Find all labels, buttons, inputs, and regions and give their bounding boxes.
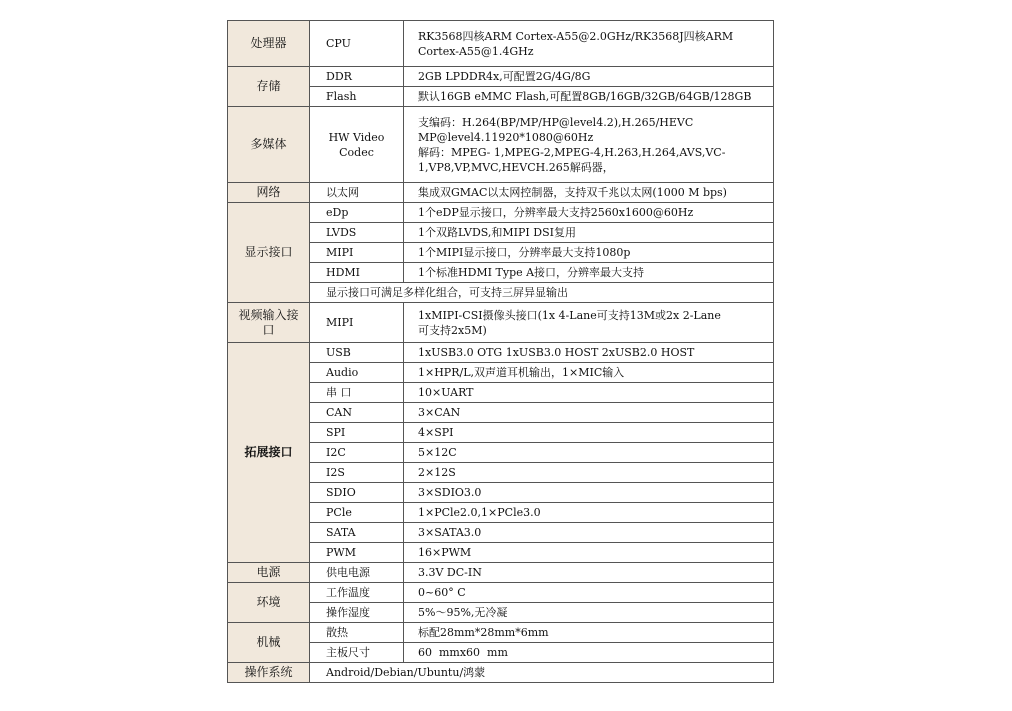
sub-humidity: 操作湿度: [310, 603, 404, 623]
row-i2s: [228, 463, 774, 483]
val-media-line2: MP@level4.11920*1080@60Hz: [418, 130, 594, 144]
display-note: 显示接口可满足多样化组合，可支持三屏异显输出: [310, 283, 774, 303]
val-mipi-csi-line1: 1xMIPI-CSI摄像头接口(1x 4-Lane可支持13M或2x 2-Lane: [418, 308, 721, 322]
row-media: [228, 107, 774, 183]
sub-ethernet: 以太网: [310, 183, 404, 203]
val-can: 3×CAN: [404, 403, 774, 423]
cat-power: 电源: [228, 563, 310, 583]
row-edp: [228, 203, 774, 223]
cat-display: 显示接口: [228, 203, 310, 303]
val-audio: 1×HPR/L,双声道耳机输出，1×MIC输入: [404, 363, 774, 383]
row-lvds: [228, 223, 774, 243]
val-ddr: 2GB LPDDR4x,可配置2G/4G/8G: [404, 67, 774, 87]
cat-video-input-line1: 视频输入接: [238, 307, 299, 322]
row-uart: [228, 383, 774, 403]
val-mipi-csi: [404, 303, 774, 343]
val-media: [404, 107, 774, 183]
sub-cpu: CPU: [310, 21, 404, 67]
sub-media: [310, 107, 404, 183]
val-spi: 4×SPI: [404, 423, 774, 443]
sub-usb: USB: [310, 343, 404, 363]
sub-i2s: I2S: [310, 463, 404, 483]
row-pwm: [228, 543, 774, 563]
val-mipi-csi-line2: 可支持2x5M): [418, 323, 487, 337]
row-mipi-display: [228, 243, 774, 263]
val-pcie: 1×PCle2.0,1×PCle3.0: [404, 503, 774, 523]
row-audio: [228, 363, 774, 383]
row-cpu: [228, 21, 774, 67]
row-os: [228, 663, 774, 683]
val-sdio: 3×SDIO3.0: [404, 483, 774, 503]
sub-board-size: 主板尺寸: [310, 643, 404, 663]
sub-lvds: LVDS: [310, 223, 404, 243]
val-power: 3.3V DC-IN: [404, 563, 774, 583]
val-cpu-line2: Cortex-A55@1.4GHz: [418, 44, 534, 58]
row-spi: [228, 423, 774, 443]
cat-expansion: 拓展接口: [228, 343, 310, 563]
sub-i2c: I2C: [310, 443, 404, 463]
val-mipi-display: 1个MIPI显示接口，分辨率最大支持1080p: [404, 243, 774, 263]
val-hdmi: 1个标准HDMI Type A接口，分辨率最大支持: [404, 263, 774, 283]
row-pcie: [228, 503, 774, 523]
val-cpu: [404, 21, 774, 67]
row-display-note: [228, 283, 774, 303]
row-humidity: [228, 603, 774, 623]
spec-table: [227, 20, 774, 683]
sub-hdmi: HDMI: [310, 263, 404, 283]
val-usb: 1xUSB3.0 OTG 1xUSB3.0 HOST 2xUSB2.0 HOST: [404, 343, 774, 363]
sub-mipi-display: MIPI: [310, 243, 404, 263]
row-usb: [228, 343, 774, 363]
sub-spi: SPI: [310, 423, 404, 443]
sub-flash: Flash: [310, 87, 404, 107]
cat-os: 操作系统: [228, 663, 310, 683]
val-heat: 标配28mm*28mm*6mm: [404, 623, 774, 643]
row-flash: [228, 87, 774, 107]
row-power: [228, 563, 774, 583]
val-media-line3: 解码：MPEG- 1,MPEG-2,MPEG-4,H.263,H.264,AVS,VC-: [418, 145, 726, 159]
cat-video-input: [228, 303, 310, 343]
row-can: [228, 403, 774, 423]
cat-network: 网络: [228, 183, 310, 203]
val-pwm: 16×PWM: [404, 543, 774, 563]
sub-uart: 串 口: [310, 383, 404, 403]
val-edp: 1个eDP显示接口，分辨率最大支持2560x1600@60Hz: [404, 203, 774, 223]
sub-can: CAN: [310, 403, 404, 423]
val-sata: 3×SATA3.0: [404, 523, 774, 543]
sub-media-line1: HW Video: [328, 130, 385, 144]
row-ddr: [228, 67, 774, 87]
row-temperature: [228, 583, 774, 603]
cat-mechanical: 机械: [228, 623, 310, 663]
sub-power: 供电电源: [310, 563, 404, 583]
cat-media: 多媒体: [228, 107, 310, 183]
val-flash: 默认16GB eMMC Flash,可配置8GB/16GB/32GB/64GB/128GB: [404, 87, 774, 107]
row-board-size: [228, 643, 774, 663]
row-video-input: [228, 303, 774, 343]
row-hdmi: [228, 263, 774, 283]
cat-environment: 环境: [228, 583, 310, 623]
sub-temperature: 工作温度: [310, 583, 404, 603]
val-humidity: 5%～95%,无冷凝: [404, 603, 774, 623]
sub-audio: Audio: [310, 363, 404, 383]
val-cpu-line1: RK3568四核ARM Cortex-A55@2.0GHz/RK3568J四核ARM: [418, 29, 734, 43]
cat-storage: 存储: [228, 67, 310, 107]
sub-mipi-csi: MIPI: [310, 303, 404, 343]
sub-sata: SATA: [310, 523, 404, 543]
sub-ddr: DDR: [310, 67, 404, 87]
row-sata: [228, 523, 774, 543]
val-uart: 10×UART: [404, 383, 774, 403]
row-heat: [228, 623, 774, 643]
val-i2s: 2×12S: [404, 463, 774, 483]
val-temperature: 0~60° C: [404, 583, 774, 603]
val-ethernet: 集成双GMAC以太网控制器，支持双千兆以太网(1000 M bps): [404, 183, 774, 203]
sub-sdio: SDIO: [310, 483, 404, 503]
row-network: [228, 183, 774, 203]
sub-heat: 散热: [310, 623, 404, 643]
sub-pwm: PWM: [310, 543, 404, 563]
cat-processor: 处理器: [228, 21, 310, 67]
sub-media-line2: Codec: [339, 145, 374, 159]
cat-video-input-line2: 口: [262, 322, 275, 337]
sub-edp: eDp: [310, 203, 404, 223]
val-i2c: 5×12C: [404, 443, 774, 463]
row-i2c: [228, 443, 774, 463]
val-media-line4: 1,VP8,VP,MVC,HEVCH.265解码器，: [418, 160, 614, 174]
val-lvds: 1个双路LVDS,和MIPI DSI复用: [404, 223, 774, 243]
val-os: Android/Debian/Ubuntu/鸿蒙: [310, 663, 774, 683]
sub-pcie: PCle: [310, 503, 404, 523]
row-sdio: [228, 483, 774, 503]
val-board-size: 60 mmx60 mm: [404, 643, 774, 663]
val-media-line1: 支编码：H.264(BP/MP/HP@level4.2),H.265/HEVC: [418, 115, 694, 129]
